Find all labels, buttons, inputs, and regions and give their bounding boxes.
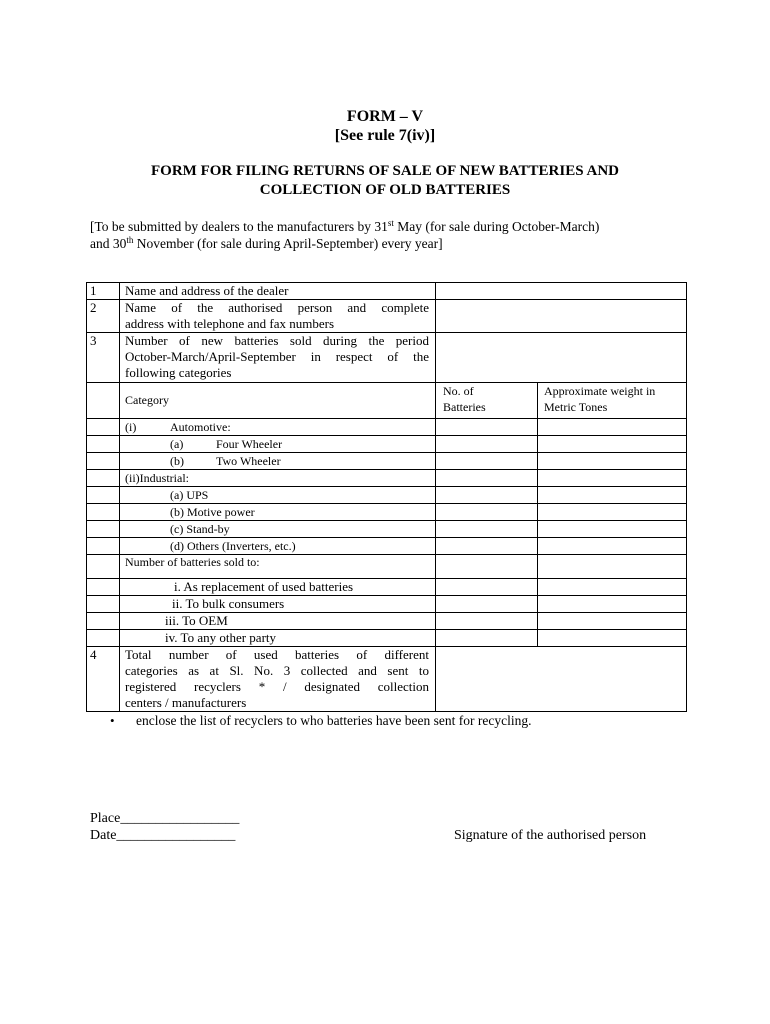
industrial-label: (ii)Industrial:: [125, 471, 189, 485]
recyclers-note: enclose the list of recyclers to who batteries have been sent for recycling.: [136, 713, 532, 728]
row-4-text: registered recyclers * / designated collection: [125, 679, 429, 694]
form-title-line1: FORM FOR FILING RETURNS OF SALE OF NEW BATTERIES AND: [151, 163, 619, 179]
rule-reference: [See rule 7(iv)]: [334, 127, 436, 144]
row-number: 2: [90, 300, 97, 315]
place-field: Place_________________: [90, 811, 240, 826]
automotive-label: Automotive:: [170, 420, 231, 434]
form-title-line2: COLLECTION OF OLD BATTERIES: [259, 182, 511, 198]
col-batteries-header: No. of: [443, 384, 474, 398]
col-weight-header: Metric Tones: [544, 400, 608, 414]
form-number: FORM – V: [346, 108, 424, 125]
row-number: 4: [90, 647, 97, 662]
industrial-item: (d) Others (Inverters, etc.): [170, 539, 296, 553]
table-col-divider: [119, 282, 120, 712]
industrial-item: (b) Motive power: [170, 505, 255, 519]
sold-to-item: iv. To any other party: [165, 630, 277, 645]
returns-table: [86, 282, 687, 712]
table-border-left: [86, 282, 87, 712]
bullet-icon: •: [110, 713, 115, 728]
row-4-text: Total number of used batteries of different: [125, 647, 429, 662]
industrial-item: (a) UPS: [170, 488, 209, 502]
table-border-right: [686, 282, 687, 712]
row-1-text: Name and address of the dealer: [125, 283, 289, 298]
auto-item-number: (b): [170, 454, 184, 468]
row-2-text: Name of the authorised person and complete: [125, 300, 429, 315]
intro-line2: and 30th November (for sale during April-September) every year]: [90, 235, 443, 251]
category-header: Category: [125, 393, 169, 407]
col-batteries-header: Batteries: [443, 400, 486, 414]
table-col-divider: [537, 382, 538, 646]
col-weight-header: Approximate weight in: [544, 384, 656, 398]
auto-item-label: Two Wheeler: [216, 454, 281, 468]
row-4-text: categories as at Sl. No. 3 collected and sent to: [125, 663, 429, 678]
industrial-item: (c) Stand-by: [170, 522, 230, 536]
auto-item-label: Four Wheeler: [216, 437, 283, 451]
date-field: Date_________________: [90, 828, 236, 843]
row-3-text: following categories: [125, 365, 232, 380]
row-3-text: Number of new batteries sold during the period: [125, 333, 429, 348]
sold-to-item: iii. To OEM: [165, 613, 228, 628]
signature-label: Signature of the authorised person: [454, 828, 647, 843]
row-number: 1: [90, 283, 97, 298]
intro-line1: [To be submitted by dealers to the manufacturers by 31st May (for sale during October-March): [90, 218, 600, 234]
auto-item-number: (a): [170, 437, 184, 451]
sold-to-label: Number of batteries sold to:: [125, 555, 260, 569]
automotive-number: (i): [125, 420, 137, 434]
sold-to-item: ii. To bulk consumers: [172, 596, 285, 611]
sold-to-item: i. As replacement of used batteries: [174, 579, 354, 594]
row-2-text: address with telephone and fax numbers: [125, 316, 335, 331]
row-4-text: centers / manufacturers: [125, 695, 247, 710]
row-number: 3: [90, 333, 97, 348]
table-col-divider: [435, 282, 436, 712]
row-3-text: October-March/April-September in respect of the: [125, 349, 429, 364]
